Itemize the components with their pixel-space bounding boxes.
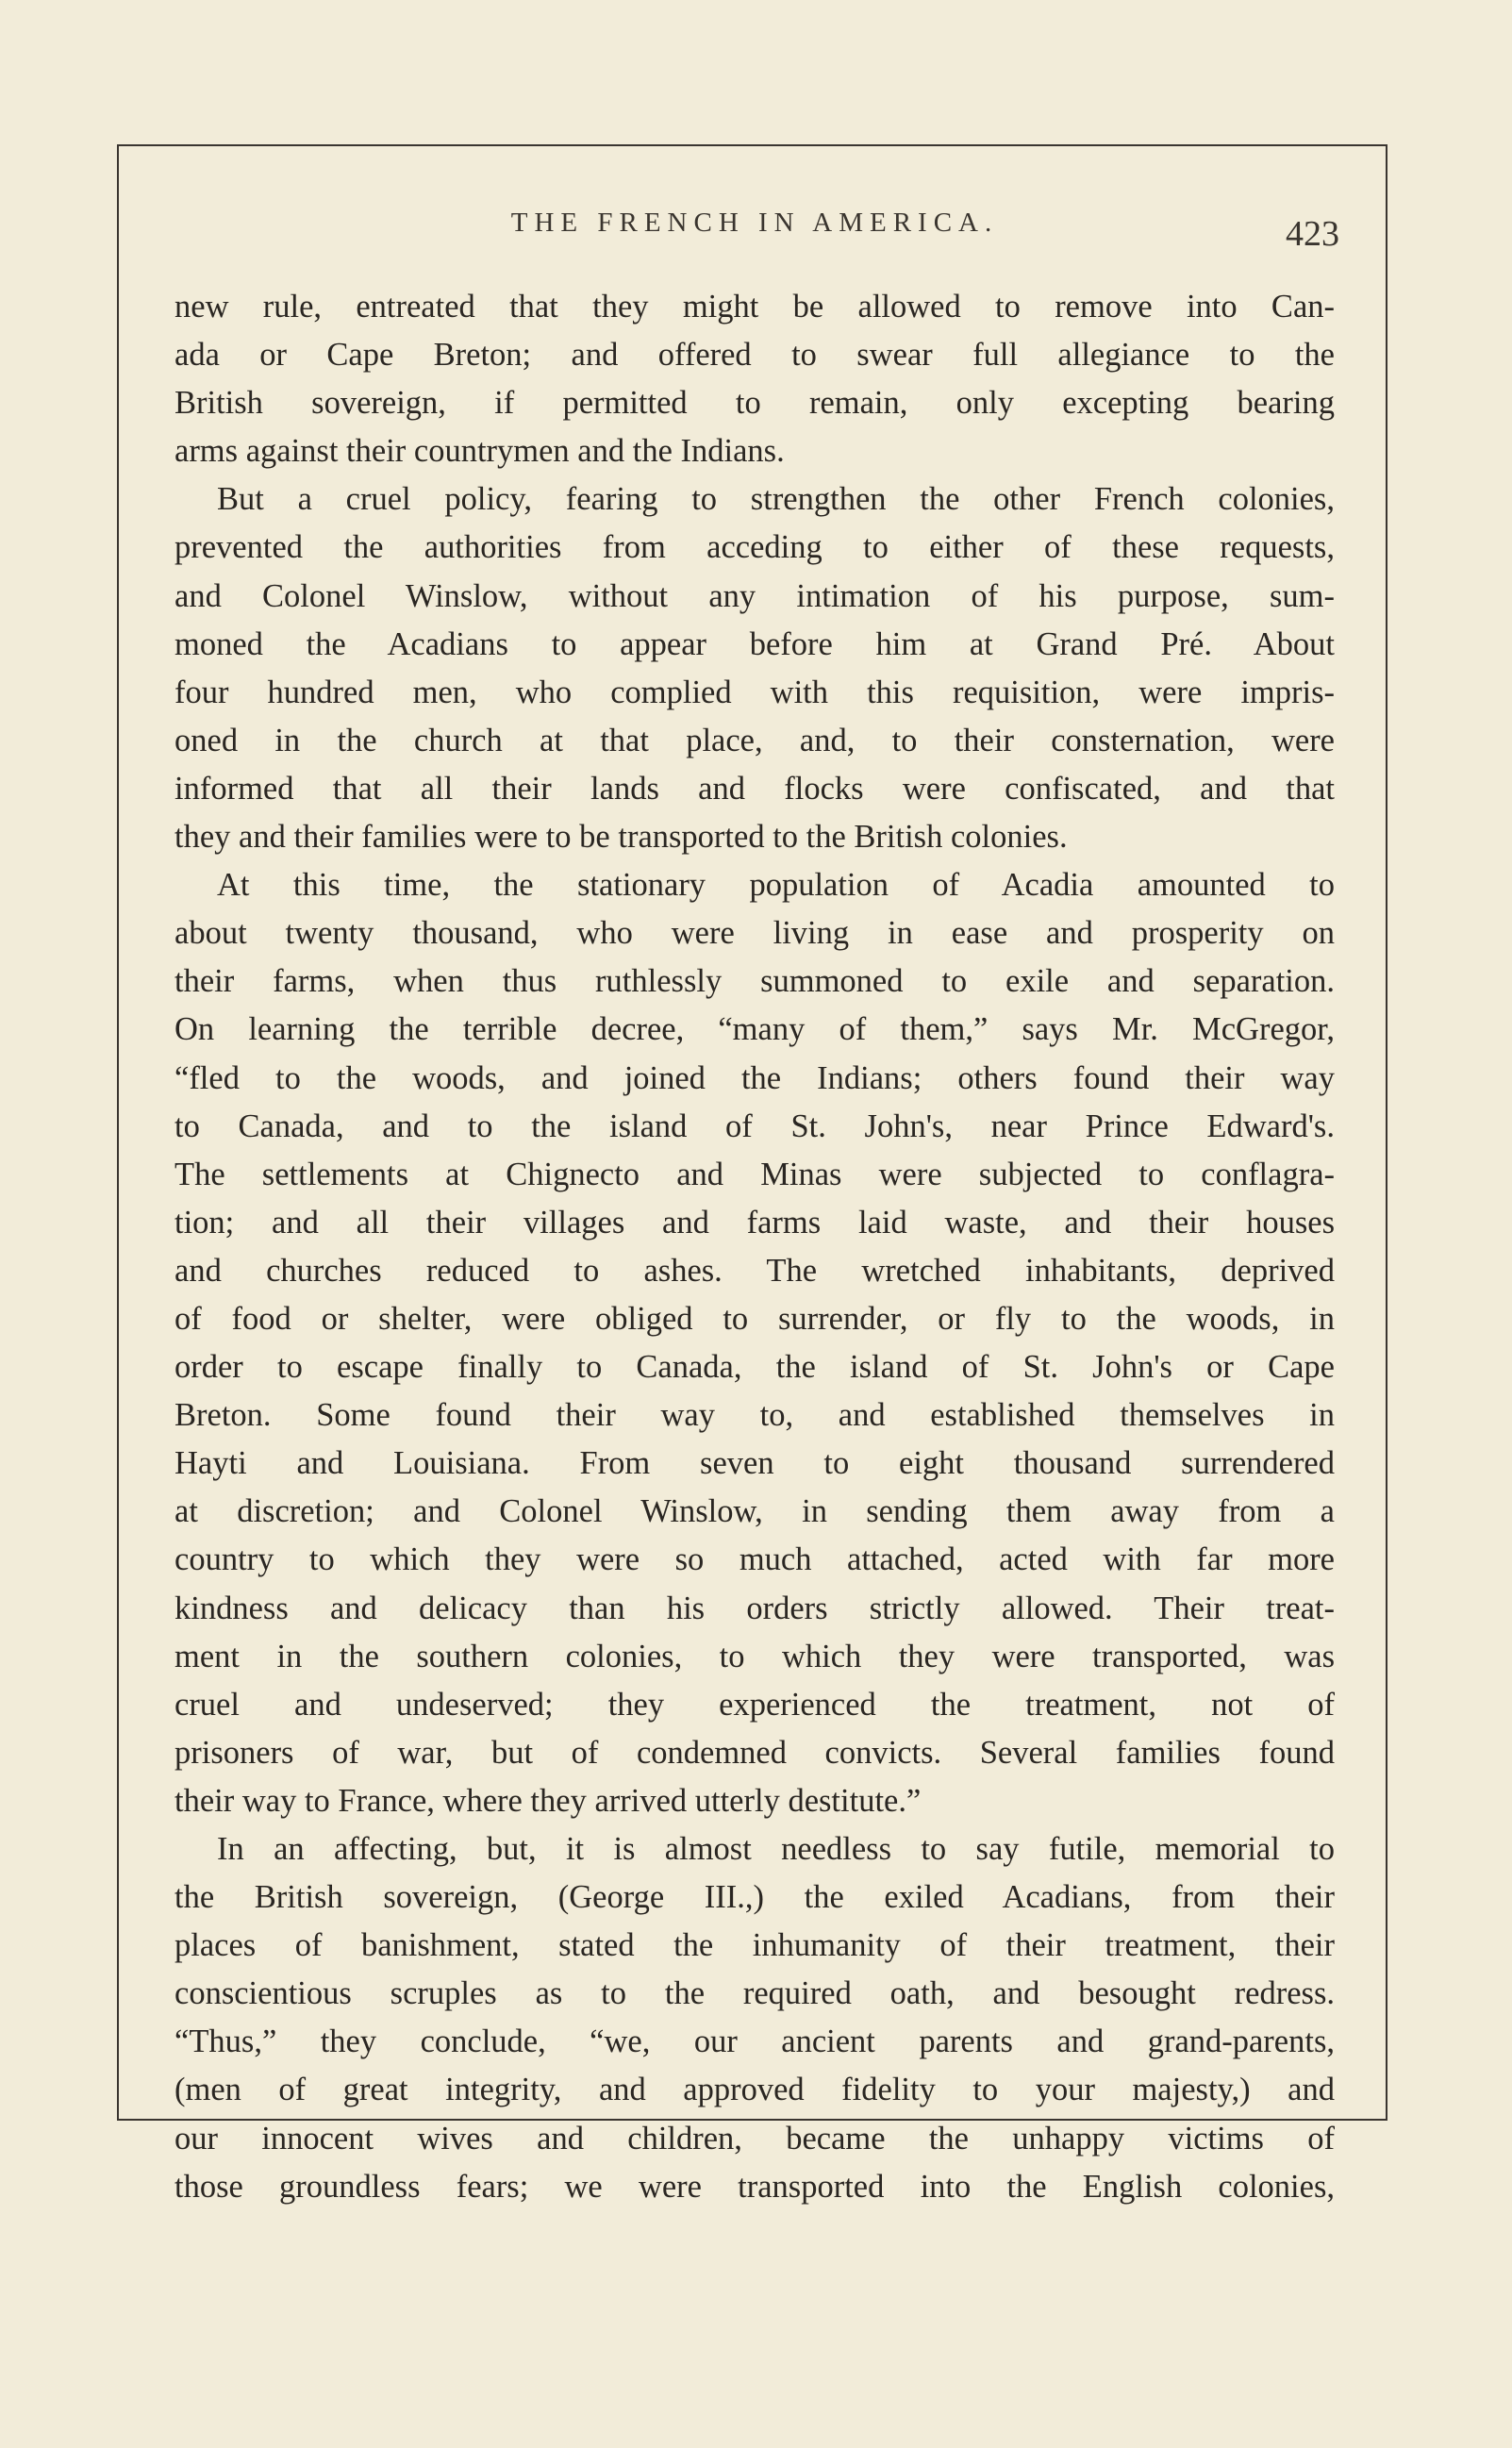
text-line: cruel and undeserved; they experienced the treatment, not of bbox=[174, 1686, 1335, 1723]
text-line: arms against their countrymen and the Indians. bbox=[174, 433, 785, 470]
text-line: ada or Cape Breton; and offered to swear full allegiance to the bbox=[174, 337, 1335, 374]
text-line: On learning the terrible decree, “many of them,” says Mr. McGregor, bbox=[174, 1011, 1335, 1048]
text-line: the British sovereign, (George III.,) the exiled Acadians, from their bbox=[174, 1879, 1335, 1916]
text-line: prevented the authorities from acceding to either of these requests, bbox=[174, 529, 1335, 566]
text-line: (men of great integrity, and approved fidelity to your majesty,) and bbox=[174, 2072, 1335, 2108]
text-line: and churches reduced to ashes. The wretched inhabitants, deprived bbox=[174, 1252, 1335, 1289]
text-line: tion; and all their villages and farms laid waste, and their houses bbox=[174, 1204, 1335, 1241]
text-line: conscientious scruples as to the required oath, and besought redress. bbox=[174, 1975, 1335, 2012]
text-line: those groundless fears; we were transported into the English colonies, bbox=[174, 2168, 1335, 2205]
text-line: informed that all their lands and flocks were confiscated, and that bbox=[174, 770, 1335, 807]
text-line: Breton. Some found their way to, and established themselves in bbox=[174, 1397, 1335, 1434]
text-line: At this time, the stationary population of Acadia amounted to bbox=[217, 867, 1335, 904]
text-line: and Colonel Winslow, without any intimation of his purpose, sum- bbox=[174, 577, 1335, 614]
running-title: THE FRENCH IN AMERICA. bbox=[510, 208, 999, 238]
text-line: to Canada, and to the island of St. John's, near Prince Edward's. bbox=[174, 1107, 1335, 1144]
text-line: their way to France, where they arrived utterly destitute.” bbox=[174, 1782, 922, 1819]
text-line: new rule, entreated that they might be allowed to remove into Can- bbox=[174, 289, 1335, 325]
text-line: But a cruel policy, fearing to strengthen the other French colonies, bbox=[217, 481, 1335, 518]
text-line: their farms, when thus ruthlessly summoned to exile and separation. bbox=[174, 963, 1335, 1000]
page-number: 423 bbox=[1286, 214, 1339, 254]
text-line: The settlements at Chignecto and Minas were subjected to conflagra- bbox=[174, 1156, 1335, 1192]
text-line: order to escape finally to Canada, the island of St. John's or Cape bbox=[174, 1349, 1335, 1386]
text-line: four hundred men, who complied with this requisition, were impris- bbox=[174, 674, 1335, 710]
text-line: kindness and delicacy than his orders strictly allowed. Their treat- bbox=[174, 1590, 1335, 1626]
text-line: country to which they were so much attached, acted with far more bbox=[174, 1541, 1335, 1578]
text-line: they and their families were to be transported to the British colonies. bbox=[174, 819, 1068, 856]
text-line: our innocent wives and children, became the unhappy victims of bbox=[174, 2120, 1335, 2157]
body-text bbox=[174, 283, 1335, 2211]
text-line: British sovereign, if permitted to remain, only excepting bearing bbox=[174, 385, 1335, 422]
text-line: “Thus,” they conclude, “we, our ancient parents and grand-parents, bbox=[174, 2023, 1335, 2060]
text-line: oned in the church at that place, and, to their consternation, were bbox=[174, 722, 1335, 758]
text-line: at discretion; and Colonel Winslow, in sending them away from a bbox=[174, 1493, 1335, 1530]
page-header bbox=[170, 208, 1339, 264]
text-line: Hayti and Louisiana. From seven to eight thousand surrendered bbox=[174, 1445, 1335, 1482]
text-line: about twenty thousand, who were living in ease and prosperity on bbox=[174, 915, 1335, 952]
text-line: “fled to the woods, and joined the Indians; others found their way bbox=[174, 1059, 1335, 1096]
text-line: In an affecting, but, it is almost needless to say futile, memorial to bbox=[217, 1831, 1335, 1867]
text-line: prisoners of war, but of condemned convicts. Several families found bbox=[174, 1734, 1335, 1771]
text-line: of food or shelter, were obliged to surrender, or fly to the woods, in bbox=[174, 1300, 1335, 1337]
text-line: ment in the southern colonies, to which they were transported, was bbox=[174, 1638, 1335, 1674]
text-line: places of banishment, stated the inhumanity of their treatment, their bbox=[174, 1927, 1335, 1964]
text-line: moned the Acadians to appear before him at Grand Pré. About bbox=[174, 625, 1335, 662]
